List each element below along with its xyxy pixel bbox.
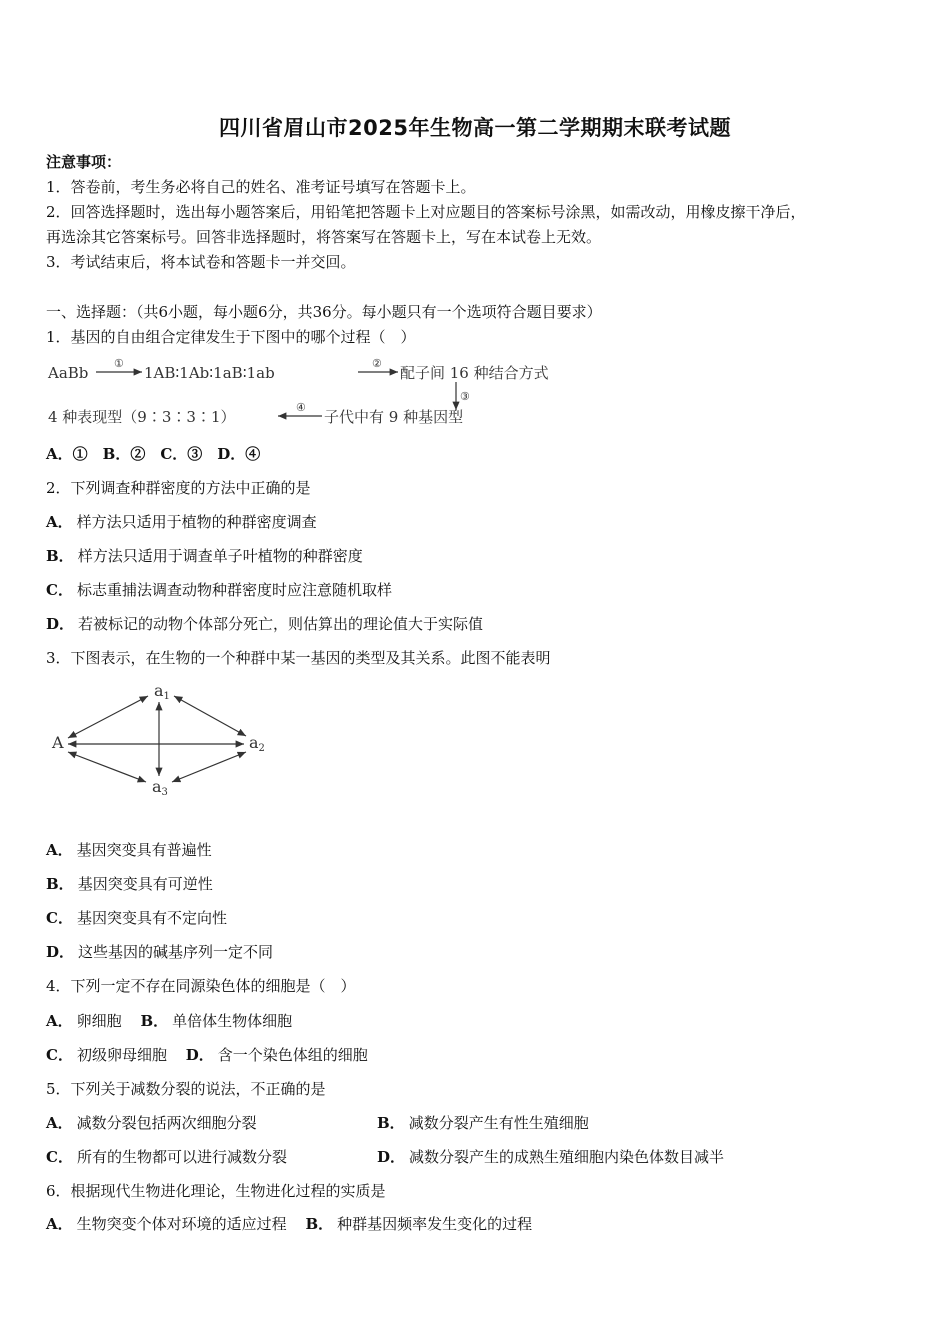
option-text: 基因突变具有普遍性 bbox=[76, 841, 212, 859]
step-2-label: ② bbox=[372, 357, 382, 370]
option-text: 减数分裂包括两次细胞分裂 bbox=[76, 1114, 257, 1132]
node-a1-sub: 1 bbox=[163, 691, 170, 702]
step-4-label: ④ bbox=[296, 401, 306, 414]
fig-phenotypes: 4 种表现型（9∶3∶3∶1） bbox=[48, 408, 236, 426]
node-a1 bbox=[154, 681, 170, 702]
node-a3 bbox=[152, 777, 168, 798]
option bbox=[46, 1113, 257, 1133]
node-a2 bbox=[249, 733, 265, 754]
option bbox=[377, 1113, 589, 1133]
option-letter: A． bbox=[46, 1114, 73, 1132]
option-letter: B． bbox=[305, 1215, 334, 1233]
option bbox=[46, 546, 363, 566]
node-a3-sub: 3 bbox=[161, 787, 168, 798]
fig-combinations: 配子间 16 种结合方式 bbox=[400, 364, 549, 382]
option-row bbox=[46, 1214, 532, 1234]
step-1-label: ① bbox=[114, 357, 124, 370]
option-letter: A． bbox=[46, 841, 73, 859]
option-text: 标志重捕法调查动物种群密度时应注意随机取样 bbox=[76, 581, 392, 599]
option-letter: D． bbox=[185, 1046, 214, 1064]
arrow-a1-a2 bbox=[174, 696, 246, 736]
question-stem: 2．下列调查种群密度的方法中正确的是 bbox=[46, 479, 311, 497]
option-letter: B． bbox=[46, 875, 74, 893]
notice-heading: 注意事项： bbox=[46, 153, 122, 171]
option-letter: D． bbox=[46, 943, 75, 961]
option-letter: D． bbox=[377, 1148, 406, 1166]
node-A: A bbox=[52, 733, 64, 752]
option bbox=[46, 512, 317, 532]
option bbox=[46, 908, 227, 928]
process-diagram bbox=[46, 354, 626, 432]
option-text: 样方法只适用于调查单子叶植物的种群密度 bbox=[77, 547, 363, 565]
node-a2-sub: 2 bbox=[258, 743, 265, 754]
option bbox=[46, 874, 213, 894]
question-stem: 1．基因的自由组合定律发生于下图中的哪个过程（ ） bbox=[46, 328, 416, 346]
option-text: 样方法只适用于植物的种群密度调查 bbox=[76, 513, 317, 531]
option-row bbox=[46, 1011, 292, 1031]
node-a2-base: a bbox=[249, 733, 259, 752]
step-3-label: ③ bbox=[460, 390, 470, 403]
page-title: 四川省眉山市2025年生物高一第二学期期末联考试题 bbox=[219, 116, 731, 140]
option bbox=[46, 580, 392, 600]
option bbox=[46, 614, 483, 634]
option-letter: B． bbox=[140, 1012, 169, 1030]
option-text: 含一个染色体组的细胞 bbox=[217, 1046, 368, 1064]
gene-relation-svg bbox=[46, 678, 276, 800]
node-a3-base: a bbox=[152, 777, 162, 796]
option bbox=[46, 1147, 287, 1167]
option-letter: C． bbox=[46, 1148, 73, 1166]
options-line: A．① B．② C．③ D．④ bbox=[46, 445, 261, 463]
option-letter: A． bbox=[46, 513, 73, 531]
notice-item: 1．答卷前，考生务必将自己的姓名、准考证号填写在答题卡上。 bbox=[46, 178, 476, 196]
option-text: 减数分裂产生的成熟生殖细胞内染色体数目减半 bbox=[409, 1148, 725, 1166]
notice-item: 再选涂其它答案标号。回答非选择题时，将答案写在答题卡上，写在本试卷上无效。 bbox=[46, 228, 602, 246]
option-text: 基因突变具有可逆性 bbox=[77, 875, 213, 893]
gene-relation-diagram bbox=[46, 678, 276, 800]
option-letter: A． bbox=[46, 1215, 73, 1233]
option-text: 这些基因的碱基序列一定不同 bbox=[78, 943, 274, 961]
process-diagram-svg bbox=[46, 354, 626, 432]
fig-gametes: 1AB∶1Ab∶1aB∶1ab bbox=[144, 364, 275, 382]
option-text: 减数分裂产生有性生殖细胞 bbox=[408, 1114, 589, 1132]
option-text: 基因突变具有不定向性 bbox=[76, 909, 227, 927]
option-text: 初级卵母细胞 bbox=[76, 1046, 167, 1064]
notice-item: 2．回答选择题时，选出每小题答案后，用铅笔把答题卡上对应题目的答案标号涂黑，如需改动，用橡皮擦干净后， bbox=[46, 203, 806, 221]
option-text: 单倍体生物体细胞 bbox=[172, 1012, 293, 1030]
option-text: 种群基因频率发生变化的过程 bbox=[337, 1215, 533, 1233]
option-letter: A． bbox=[46, 1012, 73, 1030]
option-letter: B． bbox=[46, 547, 74, 565]
arrow-A-a3 bbox=[68, 752, 146, 782]
option-text: 卵细胞 bbox=[76, 1012, 122, 1030]
notice-item: 3．考试结束后，将本试卷和答题卡一并交回。 bbox=[46, 253, 356, 271]
option-letter: D． bbox=[46, 615, 75, 633]
option-row bbox=[46, 1045, 368, 1065]
option-text: 生物突变个体对环境的适应过程 bbox=[76, 1215, 287, 1233]
option bbox=[46, 942, 273, 962]
arrow-A-a1 bbox=[68, 696, 148, 738]
question-stem: 3．下图表示，在生物的一个种群中某一基因的类型及其关系。此图不能表明 bbox=[46, 649, 551, 667]
arrow-a3-a2 bbox=[172, 752, 246, 782]
fig-genotypes: 子代中有 9 种基因型 bbox=[324, 408, 464, 426]
option-letter: C． bbox=[46, 1046, 73, 1064]
option-letter: B． bbox=[377, 1114, 405, 1132]
fig-aabb: AaBb bbox=[48, 364, 89, 382]
option bbox=[377, 1147, 724, 1167]
section-heading: 一、选择题：（共6小题，每小题6分，共36分。每小题只有一个选项符合题目要求） bbox=[46, 303, 602, 321]
option-letter: C． bbox=[46, 581, 73, 599]
option-text: 若被标记的动物个体部分死亡，则估算出的理论值大于实际值 bbox=[78, 615, 484, 633]
option bbox=[46, 840, 212, 860]
question-stem: 6．根据现代生物进化理论，生物进化过程的实质是 bbox=[46, 1182, 386, 1200]
option-text: 所有的生物都可以进行减数分裂 bbox=[76, 1148, 287, 1166]
option-letter: C． bbox=[46, 909, 73, 927]
question-stem: 4．下列一定不存在同源染色体的细胞是（ ） bbox=[46, 977, 356, 995]
node-a1-base: a bbox=[154, 681, 164, 700]
question-stem: 5．下列关于减数分裂的说法，不正确的是 bbox=[46, 1080, 326, 1098]
